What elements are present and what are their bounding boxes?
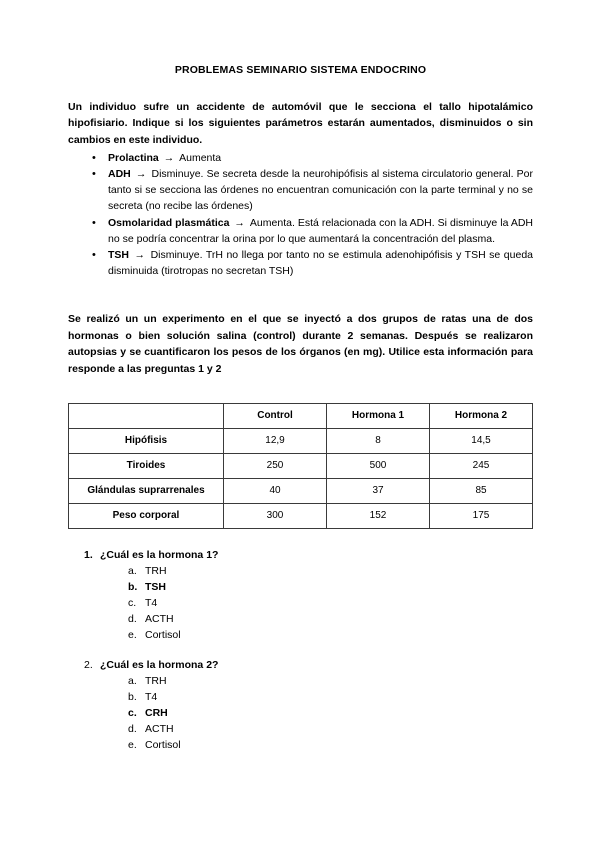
option-label: ACTH	[145, 722, 174, 735]
answer-option[interactable]	[68, 721, 533, 737]
table-cell: 40	[224, 478, 327, 503]
option-letter: e.	[128, 628, 137, 641]
table-cell: 500	[327, 453, 430, 478]
table-cell: 175	[430, 503, 533, 528]
option-label: T4	[145, 596, 158, 609]
document-content	[68, 0, 533, 767]
table-cell: 300	[224, 503, 327, 528]
bullet-term: Osmolaridad plasmática	[108, 216, 230, 229]
table-cell: 14,5	[430, 428, 533, 453]
organ-weight-table-wrapper	[68, 377, 533, 529]
question-label: ¿Cuál es la hormona 1?	[100, 548, 219, 561]
table-row	[69, 503, 533, 528]
question-block	[68, 657, 533, 753]
table-row	[69, 453, 533, 478]
arrow-icon: →	[160, 151, 178, 164]
bullet-term: TSH	[108, 248, 129, 261]
table-cell: 12,9	[224, 428, 327, 453]
bullet-text: Disminuye. TrH no llega por tanto no se estimula adenohipófisis y TSH se queda disminuida (tirotropas no secretan TSH)	[108, 248, 533, 278]
page-title: PROBLEMAS SEMINARIO SISTEMA ENDOCRINO	[174, 64, 427, 76]
table-row-header: Hipófisis	[69, 428, 224, 453]
answer-option[interactable]	[68, 689, 533, 705]
arrow-icon: →	[132, 167, 150, 180]
table-cell: 85	[430, 478, 533, 503]
answer-option[interactable]	[68, 579, 533, 595]
question-number: 1.	[84, 548, 93, 561]
option-label: Cortisol	[145, 738, 181, 751]
table-column-header: Hormona 1	[327, 403, 430, 428]
questions-section	[68, 529, 533, 753]
table-row	[69, 428, 533, 453]
option-letter: a.	[128, 564, 137, 577]
option-letter: e.	[128, 738, 137, 751]
option-letter: d.	[128, 722, 137, 735]
option-letter: b.	[128, 690, 137, 703]
arrow-icon: →	[231, 216, 248, 229]
answer-option[interactable]	[68, 737, 533, 753]
bullet-item	[68, 150, 533, 166]
option-label: CRH	[145, 706, 168, 719]
table-row-header: Glándulas suprarrenales	[69, 478, 224, 503]
question-label: ¿Cuál es la hormona 2?	[100, 658, 219, 671]
option-label: TRH	[145, 674, 167, 687]
option-letter: a.	[128, 674, 137, 687]
option-letter: c.	[128, 596, 137, 609]
bullet-item	[68, 166, 533, 215]
table-body	[69, 428, 533, 528]
bullet-text: Aumenta	[179, 151, 222, 164]
table-header-row	[69, 403, 533, 428]
table-corner-cell	[69, 403, 224, 428]
arrow-icon: →	[131, 248, 149, 261]
answer-option[interactable]	[68, 627, 533, 643]
table-cell: 8	[327, 428, 430, 453]
table-column-header: Control	[224, 403, 327, 428]
answer-option[interactable]	[68, 563, 533, 579]
experiment-paragraph: Se realizó un un experimento en el que se inyectó a dos grupos de ratas una de dos hormonas o bien solución salina (control) durante 2 semanas. Después se realizaron autopsias y se cuantificaron los pesos de los órganos (en mg). Utilice esta información para responde a las preguntas 1 y 2	[68, 313, 533, 375]
option-label: ACTH	[145, 612, 174, 625]
option-label: TRH	[145, 564, 167, 577]
intro-paragraph: Un individuo sufre un accidente de automóvil que le secciona el tallo hipotalámico hipofisiario. Indique si los siguientes parámetros estarán aumentados, disminuidos o sin cambios en este individuo.	[68, 101, 533, 146]
question-text	[68, 547, 533, 563]
table-row-header: Peso corporal	[69, 503, 224, 528]
parameter-bullet-list	[68, 148, 533, 280]
question-block	[68, 547, 533, 643]
table-cell: 152	[327, 503, 430, 528]
table-cell: 37	[327, 478, 430, 503]
question-text	[68, 657, 533, 673]
bullet-text: Aumenta. Está relacionada con la ADH. Si disminuye la ADH no se podría concentrar la orina por lo que aumentará la concentración del plasma.	[108, 216, 533, 245]
answer-option[interactable]	[68, 595, 533, 611]
table-row-header: Tiroides	[69, 453, 224, 478]
option-label: TSH	[145, 580, 166, 593]
answer-option[interactable]	[68, 673, 533, 689]
answer-option-list	[68, 673, 533, 753]
option-letter: b.	[128, 580, 138, 593]
answer-option[interactable]	[68, 705, 533, 721]
option-letter: d.	[128, 612, 137, 625]
bullet-term: Prolactina	[108, 151, 159, 164]
question-number: 2.	[84, 658, 93, 671]
option-label: T4	[145, 690, 158, 703]
table-cell: 250	[224, 453, 327, 478]
bullet-term: ADH	[108, 167, 131, 180]
option-label: Cortisol	[145, 628, 181, 641]
bullet-item	[68, 247, 533, 279]
table-cell: 245	[430, 453, 533, 478]
answer-option[interactable]	[68, 611, 533, 627]
table-header	[69, 403, 533, 428]
bullet-text: Disminuye. Se secreta desde la neurohipófisis al sistema circulatorio general. Por tanto si se secciona las órdenes no encuentran comunicación con la parte terminal y no se secreta (no recibe las órdenes)	[108, 167, 533, 213]
option-letter: c.	[128, 706, 137, 719]
table-row	[69, 478, 533, 503]
table-column-header: Hormona 2	[430, 403, 533, 428]
answer-option-list	[68, 563, 533, 643]
bullet-item	[68, 215, 533, 247]
organ-weight-table	[68, 403, 533, 529]
